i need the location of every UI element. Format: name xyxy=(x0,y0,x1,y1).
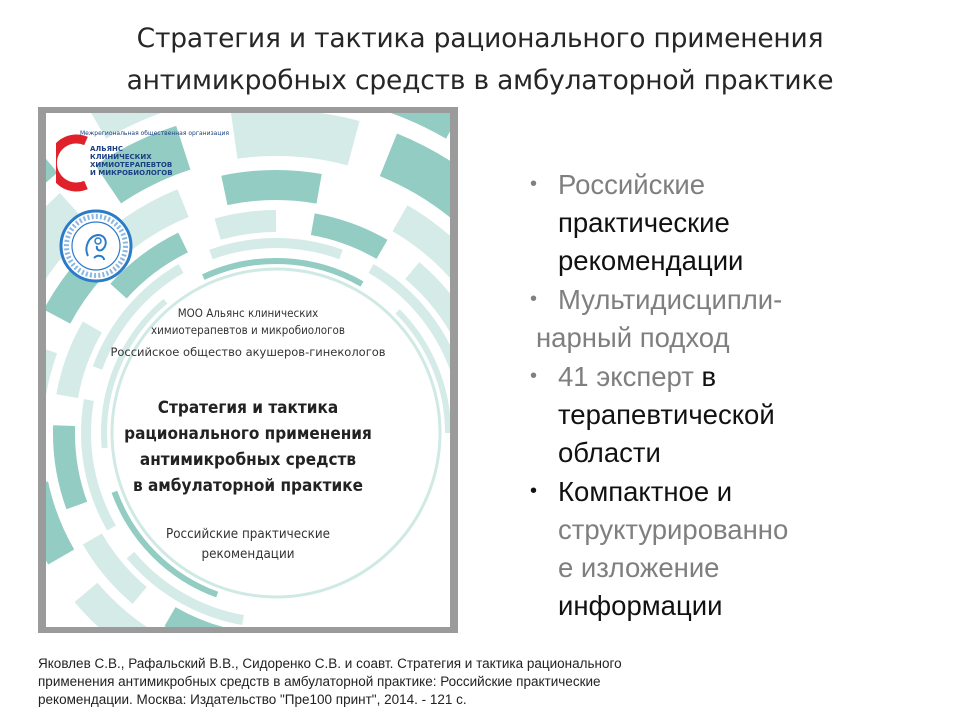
logo-line-3: ХИМИОТЕРАПЕВТОВ xyxy=(90,161,173,169)
cover-title-line-2: рационального применения xyxy=(124,424,372,444)
cover-title-line-1: Стратегия и тактика xyxy=(157,398,339,418)
slide-title xyxy=(60,18,900,102)
logo-name xyxy=(90,145,173,177)
bullet-3-continuation xyxy=(530,434,860,472)
arc-segment xyxy=(46,485,61,557)
bullet-text-grey: е изложение xyxy=(558,552,720,583)
bullet-dot-icon: • xyxy=(530,365,538,387)
alliance-logo xyxy=(56,123,296,193)
cover-title xyxy=(66,395,430,499)
bullet-text-grey: Российские xyxy=(558,169,706,200)
slide-title-line-2: антимикробных средств в амбулаторной практике xyxy=(126,65,834,96)
bullet-list xyxy=(530,165,860,625)
bullet-3-continuation xyxy=(530,396,860,434)
bullet-1-continuation xyxy=(530,242,860,280)
cover-subtitle-line-2: рекомендации xyxy=(201,547,295,562)
book-cover xyxy=(46,113,450,627)
bullet-4-continuation xyxy=(530,549,860,587)
bullet-text-black: терапевтической xyxy=(558,399,775,430)
alliance-c-logo-icon xyxy=(56,133,90,193)
bullet-text-grey: Мультидисципли- xyxy=(558,284,783,315)
cover-title-line-3: антимикробных средств xyxy=(139,450,357,470)
bullet-4-continuation xyxy=(530,511,860,549)
cover-society: Российское общество акушеров-гинекологов xyxy=(110,345,386,359)
bullet-1 xyxy=(530,165,860,204)
bullet-4-continuation xyxy=(530,587,860,625)
bullet-2 xyxy=(530,280,860,319)
bullet-1-continuation xyxy=(530,204,860,242)
cover-alliance-line-1: МОО Альянс клинических xyxy=(177,306,319,320)
cover-title-line-4: в амбулаторной практике xyxy=(132,476,364,496)
bullet-text-black: рекомендации xyxy=(558,245,744,276)
bullet-text-grey: структурированно xyxy=(558,514,789,545)
bullet-dot-icon: • xyxy=(530,480,538,502)
logo-line-2: КЛИНИЧЕСКИХ xyxy=(90,153,152,161)
bullet-dot-icon: • xyxy=(530,288,538,310)
bullet-text-black: Компактное и xyxy=(558,476,733,507)
logo-line-4: И МИКРОБИОЛОГОВ xyxy=(90,169,173,177)
cover-alliance-line-2: химиотерапевтов и микробиологов xyxy=(151,323,345,337)
logo-topline: Межрегиональная общественная организация xyxy=(80,130,229,137)
citation-line-3: рекомендации. Москва: Издательство "Пре100 принт", 2014. - 121 с. xyxy=(38,692,467,707)
bullet-text-black: практические xyxy=(558,207,730,238)
bullet-text-grey: нарный подход xyxy=(536,322,730,353)
cover-subtitle-line-1: Российские практические xyxy=(165,527,331,542)
cover-alliance xyxy=(46,305,450,339)
arc-segment xyxy=(218,221,276,229)
cover-subtitle xyxy=(62,525,434,565)
obstetrics-society-seal-icon xyxy=(58,208,134,284)
citation-line-2: применения антимикробных средств в амбулаторной практике: Российские практические xyxy=(38,674,601,689)
arc-segment xyxy=(170,617,258,627)
citation xyxy=(38,655,778,709)
bullet-4 xyxy=(530,472,860,511)
bullet-dot-icon: • xyxy=(530,173,538,195)
citation-line-1: Яковлев С.В., Рафальский В.В., Сидоренко С.В. и соавт. Стратегия и тактика рационального xyxy=(38,656,622,671)
bullet-text-black: области xyxy=(558,437,661,468)
bullet-text-grey: 41 эксперт xyxy=(558,361,702,392)
slide-title-line-1: Стратегия и тактика рационального применения xyxy=(136,23,824,54)
logo-line-1: АЛЬЯНС xyxy=(90,145,123,153)
arc-segment xyxy=(211,243,341,254)
bullet-2-continuation xyxy=(530,319,860,357)
bullet-text-black: в xyxy=(701,361,717,392)
bullet-text-black: информации xyxy=(558,590,723,621)
bullet-3 xyxy=(530,357,860,396)
